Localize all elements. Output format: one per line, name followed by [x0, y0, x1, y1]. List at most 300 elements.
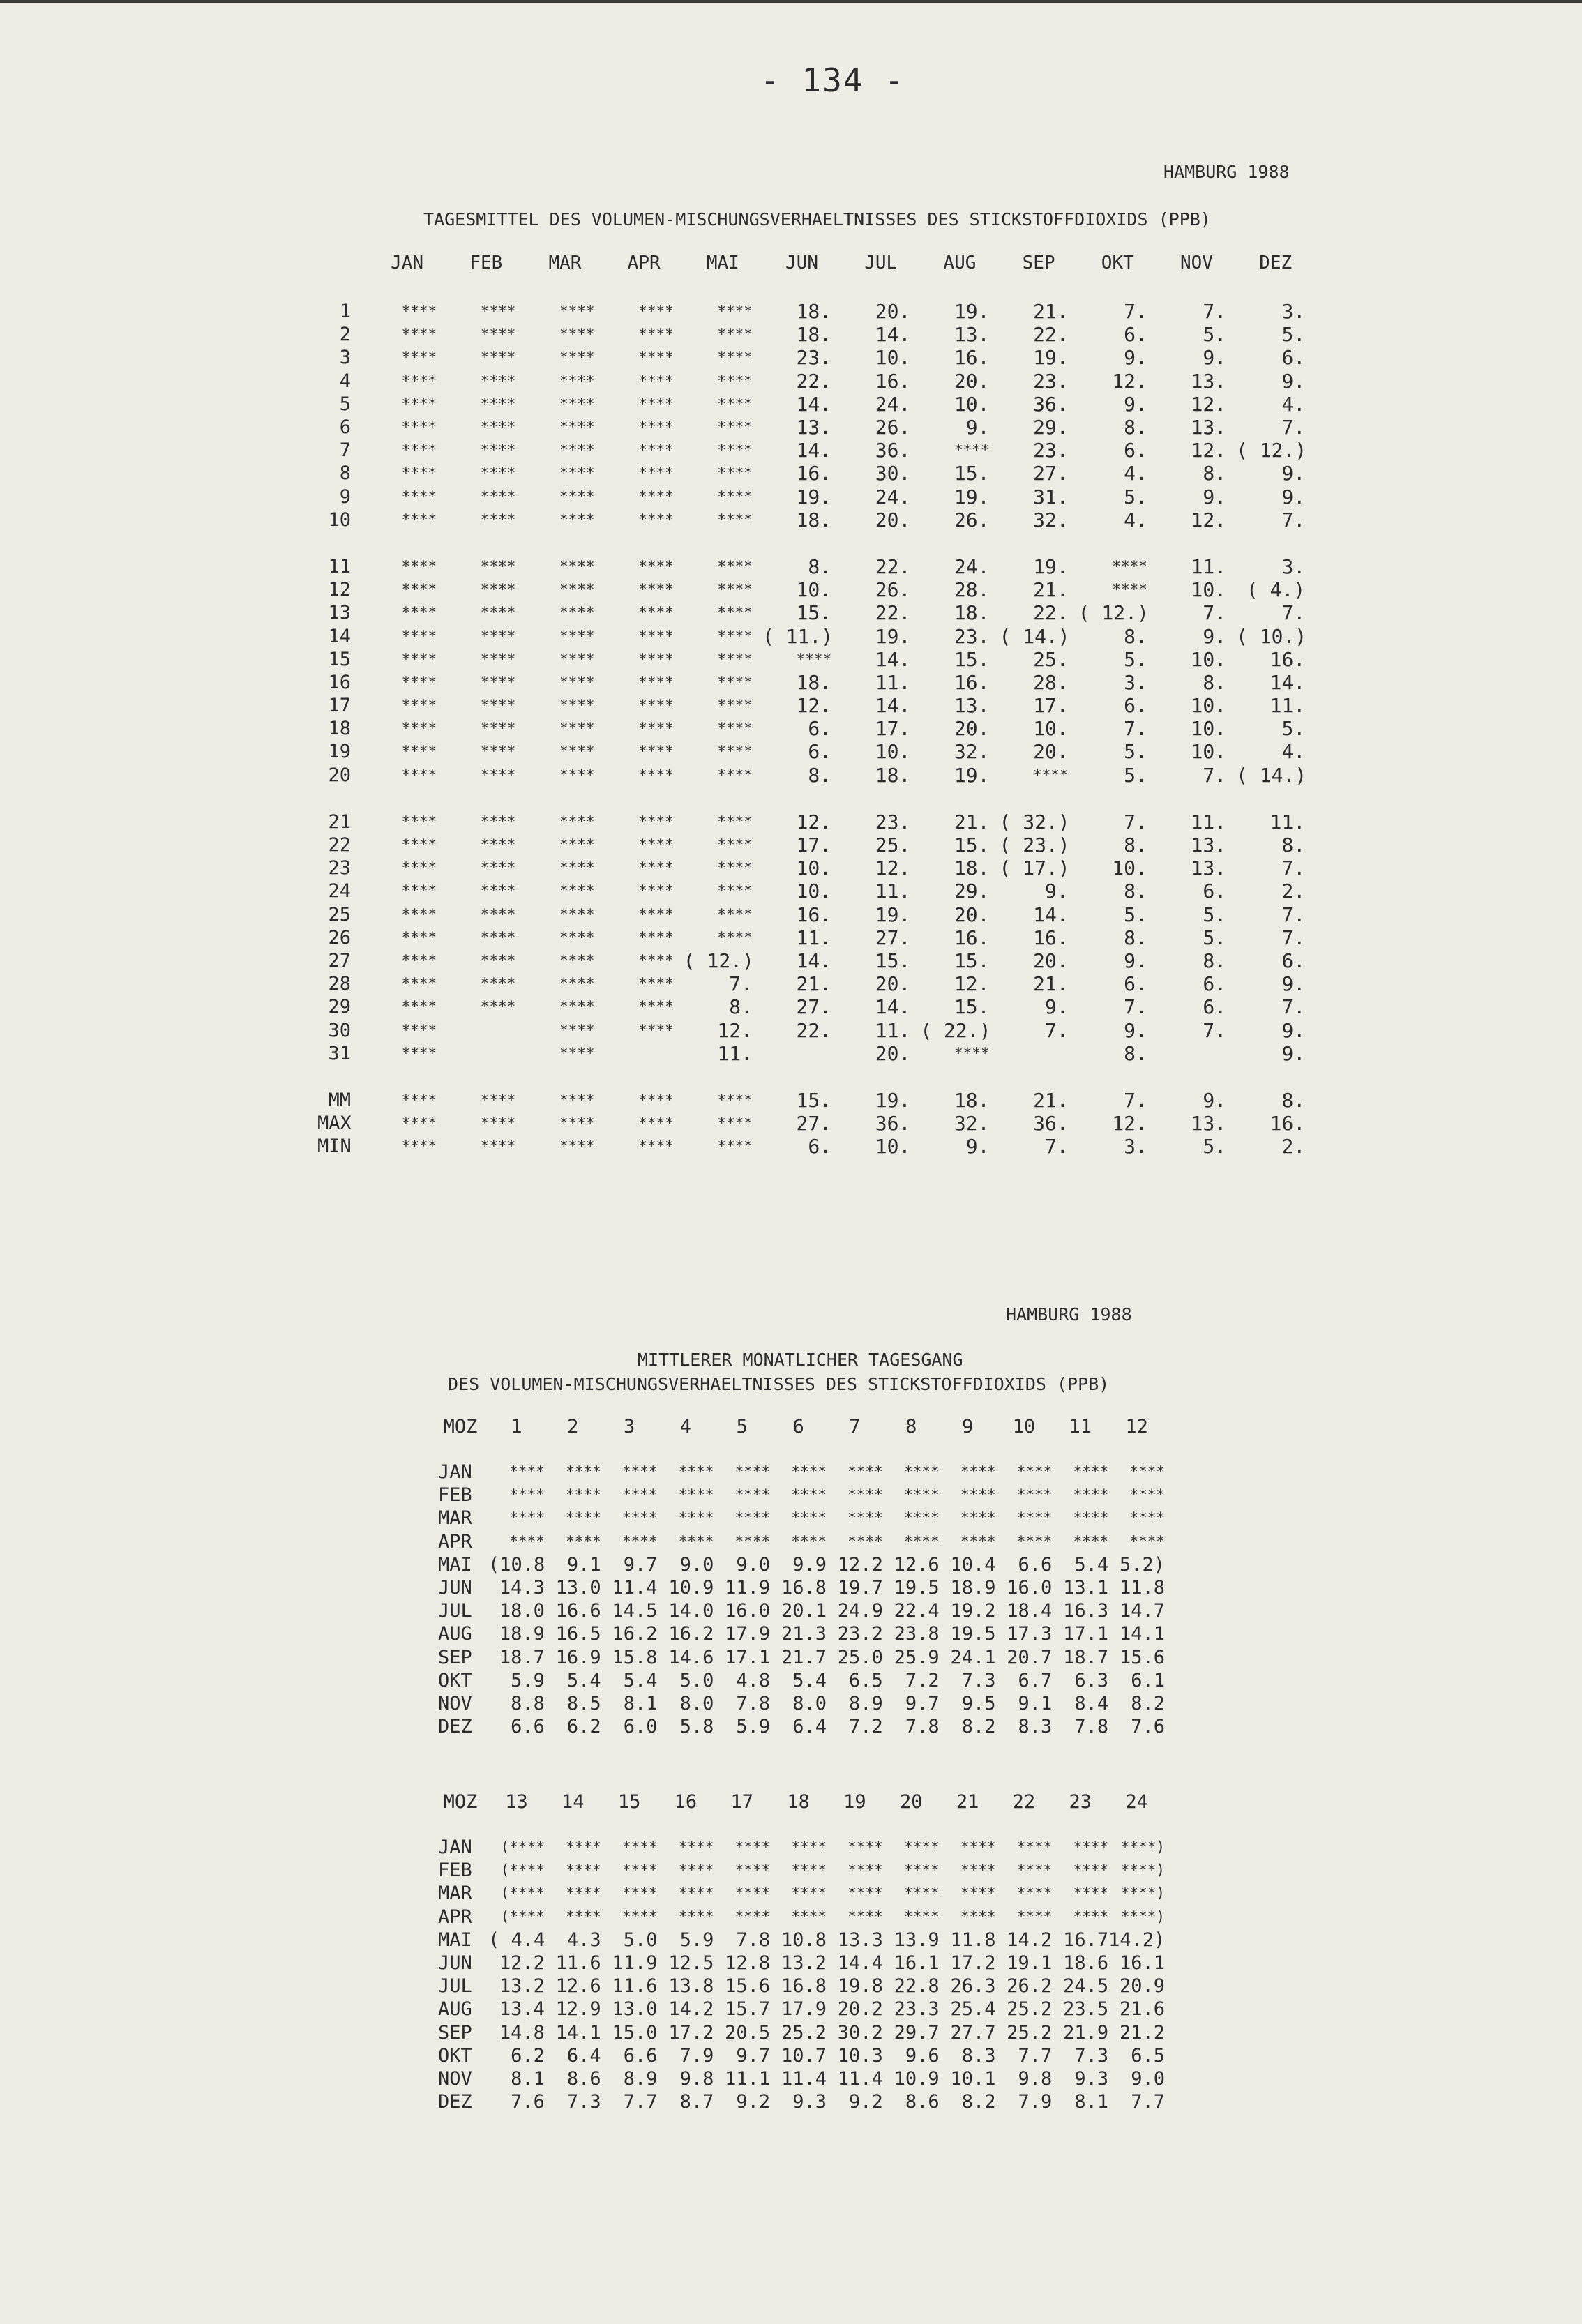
hourly-value: 8.4 [1074, 1692, 1109, 1714]
hourly-value: 30.2 [837, 2021, 883, 2044]
value-cell: **** [638, 1091, 674, 1108]
hourly-value: 17.3 [1007, 1623, 1053, 1645]
value-cell: **** [401, 557, 437, 575]
month-row [432, 1530, 1165, 1553]
value-cell: **** [480, 859, 516, 877]
hourly-value: 5.4 [792, 1669, 827, 1691]
hourly-value: 6.4 [566, 2044, 601, 2067]
value-cell: 15. [875, 949, 911, 972]
hourly-value: 9.1 [1018, 1692, 1053, 1714]
hour-header: 17 [730, 1791, 754, 1813]
value-cell: 32. [954, 1112, 990, 1135]
value-cell: **** [1112, 557, 1147, 575]
hourly-value: 8.7 [679, 2091, 714, 2113]
value-cell: ( 23.) [999, 833, 1070, 857]
value-cell: 18. [954, 857, 990, 880]
hourly-value: 15.0 [612, 2021, 658, 2044]
day-row [317, 903, 1315, 926]
hourly-value: 18.4 [1007, 1600, 1053, 1622]
value-cell: ( 11.) [762, 624, 834, 648]
value-cell: 6. [1281, 346, 1306, 370]
day-row [317, 995, 1315, 1018]
value-cell: 18. [796, 323, 832, 347]
month-row [432, 1998, 1165, 2021]
value-cell: 20. [875, 508, 911, 531]
value-cell: 10. [875, 1135, 911, 1159]
value-cell: **** [638, 418, 674, 436]
hourly-value: 25.2 [781, 2021, 827, 2044]
day-row [317, 1042, 1315, 1065]
value-cell: 10. [954, 392, 990, 416]
hour-header: 15 [617, 1791, 641, 1813]
hourly-value: 23.2 [837, 1623, 883, 1645]
value-cell: 5. [1124, 740, 1147, 764]
day-row [317, 300, 1315, 323]
value-cell: **** [480, 418, 516, 436]
value-cell: 16. [796, 462, 832, 485]
value-cell: 14. [875, 694, 911, 718]
day-row [317, 949, 1315, 972]
day-row [317, 601, 1315, 624]
value-cell: 5. [1124, 763, 1147, 787]
value-cell: ( 14.) [999, 624, 1070, 648]
value-cell: 4. [1281, 392, 1306, 416]
value-cell: ( 12.) [1078, 601, 1149, 625]
value-cell: **** [717, 627, 753, 644]
value-cell: **** [480, 627, 516, 644]
value-cell: 9. [1124, 949, 1147, 972]
hourly-value: **** [566, 1908, 601, 1925]
value-cell: **** [401, 975, 437, 993]
hourly-value: 14.3 [499, 1577, 545, 1599]
hourly-value: **** [848, 1486, 883, 1504]
value-cell: 10. [1191, 694, 1227, 718]
value-cell: 9. [1281, 972, 1306, 996]
hourly-value: 8.1 [511, 2067, 545, 2090]
hourly-value: ( 4.4 [488, 1929, 545, 1951]
value-cell: **** [401, 882, 437, 900]
hourly-value: 7.3 [961, 1669, 996, 1691]
value-cell: 7. [1044, 1135, 1069, 1159]
hourly-value: 11.6 [612, 1975, 658, 1998]
hourly-value: **** [678, 1839, 714, 1856]
spacer-cell [317, 787, 1315, 810]
value-cell: 7. [1281, 903, 1306, 926]
hourly-value: **** [509, 1486, 545, 1504]
value-cell: 8. [1203, 462, 1227, 485]
hourly-value: 14.4 [837, 1952, 883, 1975]
value-cell: 6. [1124, 439, 1147, 462]
hourly-value: 7.8 [905, 1716, 940, 1738]
value-cell: **** [559, 1021, 595, 1039]
diurnal-cycle-table-hours-13-24 [432, 1791, 1165, 2113]
hourly-value: 13.4 [499, 1998, 545, 2021]
hourly-value: (**** [500, 1908, 545, 1925]
hour-header: 20 [899, 1791, 923, 1813]
hourly-value: **** [734, 1862, 771, 1879]
value-cell: 16. [796, 903, 832, 926]
hourly-value: 24.5 [1063, 1975, 1109, 1998]
value-cell: **** [559, 1115, 595, 1132]
hourly-value: **** [678, 1509, 714, 1527]
hourly-value: **** [791, 1509, 827, 1527]
hourly-value: **** [848, 1862, 883, 1879]
daily-means-table [317, 252, 1315, 1158]
month-label: JUN [438, 1952, 472, 1975]
value-cell: 6. [808, 740, 832, 764]
row-label: 13 [328, 602, 351, 624]
value-cell: 12. [1191, 508, 1227, 531]
value-cell: **** [401, 1044, 437, 1062]
value-cell: **** [717, 1138, 753, 1155]
page-number: - 134 - [760, 61, 905, 99]
hourly-value: **** [566, 1839, 601, 1856]
month-label: SEP [438, 2021, 472, 2044]
hourly-value: 25.2 [1007, 1998, 1053, 2021]
hourly-value: **** [960, 1509, 996, 1527]
value-cell: 8. [1124, 880, 1147, 903]
value-cell: 13. [1191, 1112, 1227, 1135]
value-cell: **** [559, 836, 595, 854]
value-cell: 11. [1270, 694, 1306, 718]
value-cell: **** [638, 349, 674, 366]
hour-header: 8 [905, 1416, 917, 1438]
value-cell: **** [559, 1091, 595, 1108]
value-cell: 24. [954, 554, 990, 578]
hourly-value: **** [848, 1839, 883, 1856]
hourly-value: 5.0 [623, 1929, 658, 1951]
hourly-value: **** [678, 1908, 714, 1925]
hourly-value: 15.7 [725, 1998, 771, 2021]
month-label: OKT [438, 1669, 472, 1691]
value-cell: 16. [875, 369, 911, 393]
hourly-value: 12.6 [555, 1975, 601, 1998]
hourly-value: 18.9 [499, 1623, 545, 1645]
hourly-value: 9.0 [679, 1553, 714, 1576]
value-cell: 36. [1033, 392, 1069, 416]
hourly-value: 9.7 [905, 1692, 940, 1714]
hourly-value: **** [960, 1486, 996, 1504]
value-cell: 5. [1124, 647, 1147, 671]
value-cell [762, 1042, 841, 1065]
value-cell: **** [401, 836, 437, 854]
value-cell: 18. [875, 763, 911, 787]
value-cell: 14. [796, 949, 832, 972]
value-cell: 19. [796, 485, 832, 508]
hourly-value: **** [791, 1862, 827, 1879]
hourly-value: 9.2 [736, 2091, 771, 2113]
value-cell: **** [638, 488, 674, 505]
value-cell: ( 12.) [1236, 439, 1307, 462]
hourly-value: 11.4 [612, 1577, 658, 1599]
hourly-value: 14.0 [668, 1600, 714, 1622]
value-cell: 36. [875, 1112, 911, 1135]
value-cell: **** [401, 650, 437, 667]
month-header: APR [627, 252, 661, 273]
value-cell: 32. [1033, 508, 1069, 531]
value-cell: **** [717, 581, 753, 598]
month-header: JUL [864, 252, 898, 273]
hourly-value: 9.8 [679, 2067, 714, 2090]
hourly-value: 26.2 [1007, 1975, 1053, 1998]
value-cell: 27. [875, 926, 911, 949]
value-cell: 15. [954, 995, 990, 1019]
value-cell: **** [480, 511, 516, 528]
hourly-value: 21.6 [1119, 1998, 1165, 2021]
value-cell: 23. [875, 810, 911, 833]
hourly-value: 29.7 [894, 2021, 940, 2044]
value-cell: 9. [1281, 1041, 1306, 1065]
value-cell: **** [717, 743, 753, 760]
hourly-value: 5.4 [623, 1669, 658, 1691]
hourly-value: 17.9 [725, 1623, 771, 1645]
hourly-value: **** [734, 1486, 771, 1504]
value-cell: 15. [954, 949, 990, 972]
hourly-value: 25.9 [894, 1646, 940, 1668]
value-cell: **** [638, 442, 674, 459]
hourly-value: **** [622, 1862, 658, 1879]
hourly-value: 16.0 [725, 1600, 771, 1622]
month-label: FEB [438, 1484, 472, 1507]
month-row [432, 2021, 1165, 2044]
hourly-value: **** [1073, 1839, 1109, 1856]
value-cell: 22. [796, 369, 832, 393]
value-cell: 27. [796, 995, 832, 1019]
value-cell: 30. [875, 462, 911, 485]
hourly-value: 14.6 [668, 1646, 714, 1668]
value-cell: 22. [796, 1018, 832, 1042]
hourly-value: **** [791, 1463, 827, 1481]
value-cell: 10. [1112, 857, 1147, 880]
hourly-value: **** [1016, 1532, 1053, 1550]
row-label: 23 [328, 857, 351, 880]
hourly-value: **** [904, 1509, 940, 1527]
hourly-value: 8.1 [623, 1692, 658, 1714]
value-cell: **** [480, 1115, 516, 1132]
value-cell: **** [638, 1138, 674, 1155]
value-cell: 16. [1270, 1112, 1306, 1135]
hourly-value: **** [678, 1532, 714, 1550]
hourly-value: 15.8 [612, 1646, 658, 1668]
day-row [317, 833, 1315, 857]
hourly-value: 25.0 [837, 1646, 883, 1668]
value-cell: 7. [729, 972, 753, 996]
value-cell: **** [717, 836, 753, 854]
value-cell: **** [401, 743, 437, 760]
hourly-value: 6.1 [1131, 1669, 1165, 1691]
hourly-value: **** [1016, 1885, 1053, 1902]
hourly-value: 6.4 [792, 1716, 827, 1738]
hour-header: 7 [849, 1416, 861, 1438]
value-cell: 25. [875, 833, 911, 857]
value-cell: 10. [796, 857, 832, 880]
value-cell: **** [717, 349, 753, 366]
value-cell: **** [401, 1091, 437, 1108]
section1-title: TAGESMITTEL DES VOLUMEN-MISCHUNGSVERHAELTNISSES DES STICKSTOFFDIOXIDS (PPB) [423, 209, 1211, 229]
daily-means-header-row [317, 252, 1315, 300]
day-row [317, 346, 1315, 369]
value-cell: 26. [875, 416, 911, 439]
hourly-value: 19.5 [950, 1623, 996, 1645]
hourly-value: 20.2 [837, 1998, 883, 2021]
hourly-value: **** [1129, 1532, 1165, 1550]
hourly-value: **** [904, 1463, 940, 1481]
hourly-value: 6.3 [1074, 1669, 1109, 1691]
value-cell: **** [638, 1021, 674, 1039]
hourly-value: **** [622, 1839, 658, 1856]
hourly-value: 19.2 [950, 1600, 996, 1622]
value-cell: 5. [1281, 323, 1306, 347]
hourly-value: 18.7 [499, 1646, 545, 1668]
row-label: 31 [328, 1042, 351, 1064]
day-row [317, 393, 1315, 416]
value-cell: **** [638, 326, 674, 343]
month-row [432, 1507, 1165, 1530]
hourly-value: **** [1129, 1486, 1165, 1504]
hourly-value: **** [960, 1463, 996, 1481]
value-cell: 6. [808, 1135, 832, 1159]
hourly-value: (**** [500, 1862, 545, 1879]
month-label: FEB [438, 1859, 472, 1882]
hourly-value: 4.8 [736, 1669, 771, 1691]
value-cell [1000, 1042, 1078, 1065]
value-cell: **** [638, 372, 674, 389]
value-cell: **** [638, 743, 674, 760]
hourly-value: **** [734, 1532, 771, 1550]
hourly-value: 19.8 [837, 1975, 883, 1998]
month-label: DEZ [438, 2091, 472, 2113]
hourly-value: 16.7 [1063, 1929, 1109, 1951]
value-cell: **** [480, 836, 516, 854]
hourly-value: 8.3 [961, 2044, 996, 2067]
value-cell: 15. [954, 462, 990, 485]
hourly-value: 13.3 [837, 1929, 883, 1951]
hourly-value: 11.4 [837, 2067, 883, 2090]
hourly-value: **** [622, 1509, 658, 1527]
value-cell: **** [559, 1044, 595, 1062]
month-label: JUL [438, 1600, 472, 1622]
value-cell: 5. [1203, 926, 1227, 949]
value-cell: **** [638, 604, 674, 621]
value-cell: **** [559, 951, 595, 969]
hour-header: 5 [736, 1416, 748, 1438]
hourly-value: 14.2 [1007, 1929, 1053, 1951]
month-row [432, 1646, 1165, 1669]
hourly-value: 23.3 [894, 1998, 940, 2021]
value-cell: 22. [875, 601, 911, 625]
month-row [432, 1461, 1165, 1484]
value-cell: **** [480, 557, 516, 575]
hourly-value: **** [848, 1463, 883, 1481]
month-row [432, 1669, 1165, 1692]
value-cell: 9. [1044, 880, 1069, 903]
value-cell: 2. [1281, 880, 1306, 903]
value-cell: **** [401, 627, 437, 644]
hourly-value: **** [1129, 1509, 1165, 1527]
value-cell: **** [717, 813, 753, 830]
month-row [432, 1952, 1165, 1975]
hourly-value: **** [904, 1885, 940, 1902]
hourly-value: 5.4 [1074, 1553, 1109, 1576]
value-cell: ( 22.) [920, 1018, 991, 1042]
value-cell: **** [717, 1115, 753, 1132]
value-cell: 16. [954, 670, 990, 694]
value-cell: 7. [1281, 508, 1306, 531]
value-cell: **** [559, 975, 595, 993]
value-cell: 25. [1033, 647, 1069, 671]
hourly-value: 10.9 [894, 2067, 940, 2090]
hourly-value: 23.8 [894, 1623, 940, 1645]
hourly-value: 19.5 [894, 1577, 940, 1599]
hourly-value: 20.5 [725, 2021, 771, 2044]
hourly-value: 16.0 [1007, 1577, 1053, 1599]
hourly-value: 10.9 [668, 1577, 714, 1599]
value-cell: 6. [1124, 694, 1147, 718]
value-cell: **** [401, 1021, 437, 1039]
value-cell: 5. [1281, 717, 1306, 741]
value-cell: 8. [1124, 926, 1147, 949]
row-label: 12 [328, 579, 351, 601]
hour-header: 3 [623, 1416, 635, 1438]
value-cell [605, 1042, 684, 1065]
hourly-value: **** [1073, 1509, 1109, 1527]
value-cell: 8. [1124, 624, 1147, 648]
hourly-value: **** [566, 1509, 601, 1527]
row-label: MAX [317, 1112, 352, 1135]
month-label: AUG [438, 1998, 472, 2021]
hour-header: 14 [562, 1791, 585, 1813]
value-cell: 9. [1281, 1018, 1306, 1042]
month-label: JUN [438, 1577, 472, 1599]
hourly-value: 9.1 [566, 1553, 601, 1576]
value-cell: 32. [954, 740, 990, 764]
value-cell: **** [401, 326, 437, 343]
value-cell: 18. [954, 601, 990, 625]
hourly-value: 16.5 [555, 1623, 601, 1645]
value-cell: **** [717, 488, 753, 505]
hourly-value: 9.3 [1074, 2067, 1109, 2090]
value-cell: 8. [1124, 833, 1147, 857]
value-cell: **** [559, 465, 595, 482]
hourly-value: 5.8 [679, 1716, 714, 1738]
summary-row [317, 1135, 1315, 1158]
value-cell: 9. [1203, 346, 1227, 370]
hourly-value: **** [678, 1486, 714, 1504]
section2-title-line1: MITTLERER MONATLICHER TAGESGANG [638, 1350, 963, 1370]
hourly-value: 23.5 [1063, 1998, 1109, 2021]
month-row [432, 2067, 1165, 2090]
hourly-value: **** [904, 1486, 940, 1504]
moz-header: MOZ [443, 1416, 478, 1438]
value-cell: 19. [954, 485, 990, 508]
value-cell: 18. [796, 508, 832, 531]
value-cell: **** [559, 813, 595, 830]
value-cell: **** [480, 581, 516, 598]
value-cell: 22. [1033, 601, 1069, 625]
value-cell: 13. [1191, 416, 1227, 439]
value-cell: 12. [1112, 1112, 1147, 1135]
month-label: OKT [438, 2044, 472, 2067]
month-row [432, 1929, 1165, 1952]
value-cell: **** [559, 303, 595, 320]
hourly-value: 22.8 [894, 1975, 940, 1998]
hourly-value: 5.9 [511, 1669, 545, 1691]
hour-header: 13 [505, 1791, 528, 1813]
hourly-value: 10.3 [837, 2044, 883, 2067]
hourly-value: 5.9 [679, 1929, 714, 1951]
hourly-value: **** [566, 1486, 601, 1504]
hourly-value: 14.2 [668, 1998, 714, 2021]
